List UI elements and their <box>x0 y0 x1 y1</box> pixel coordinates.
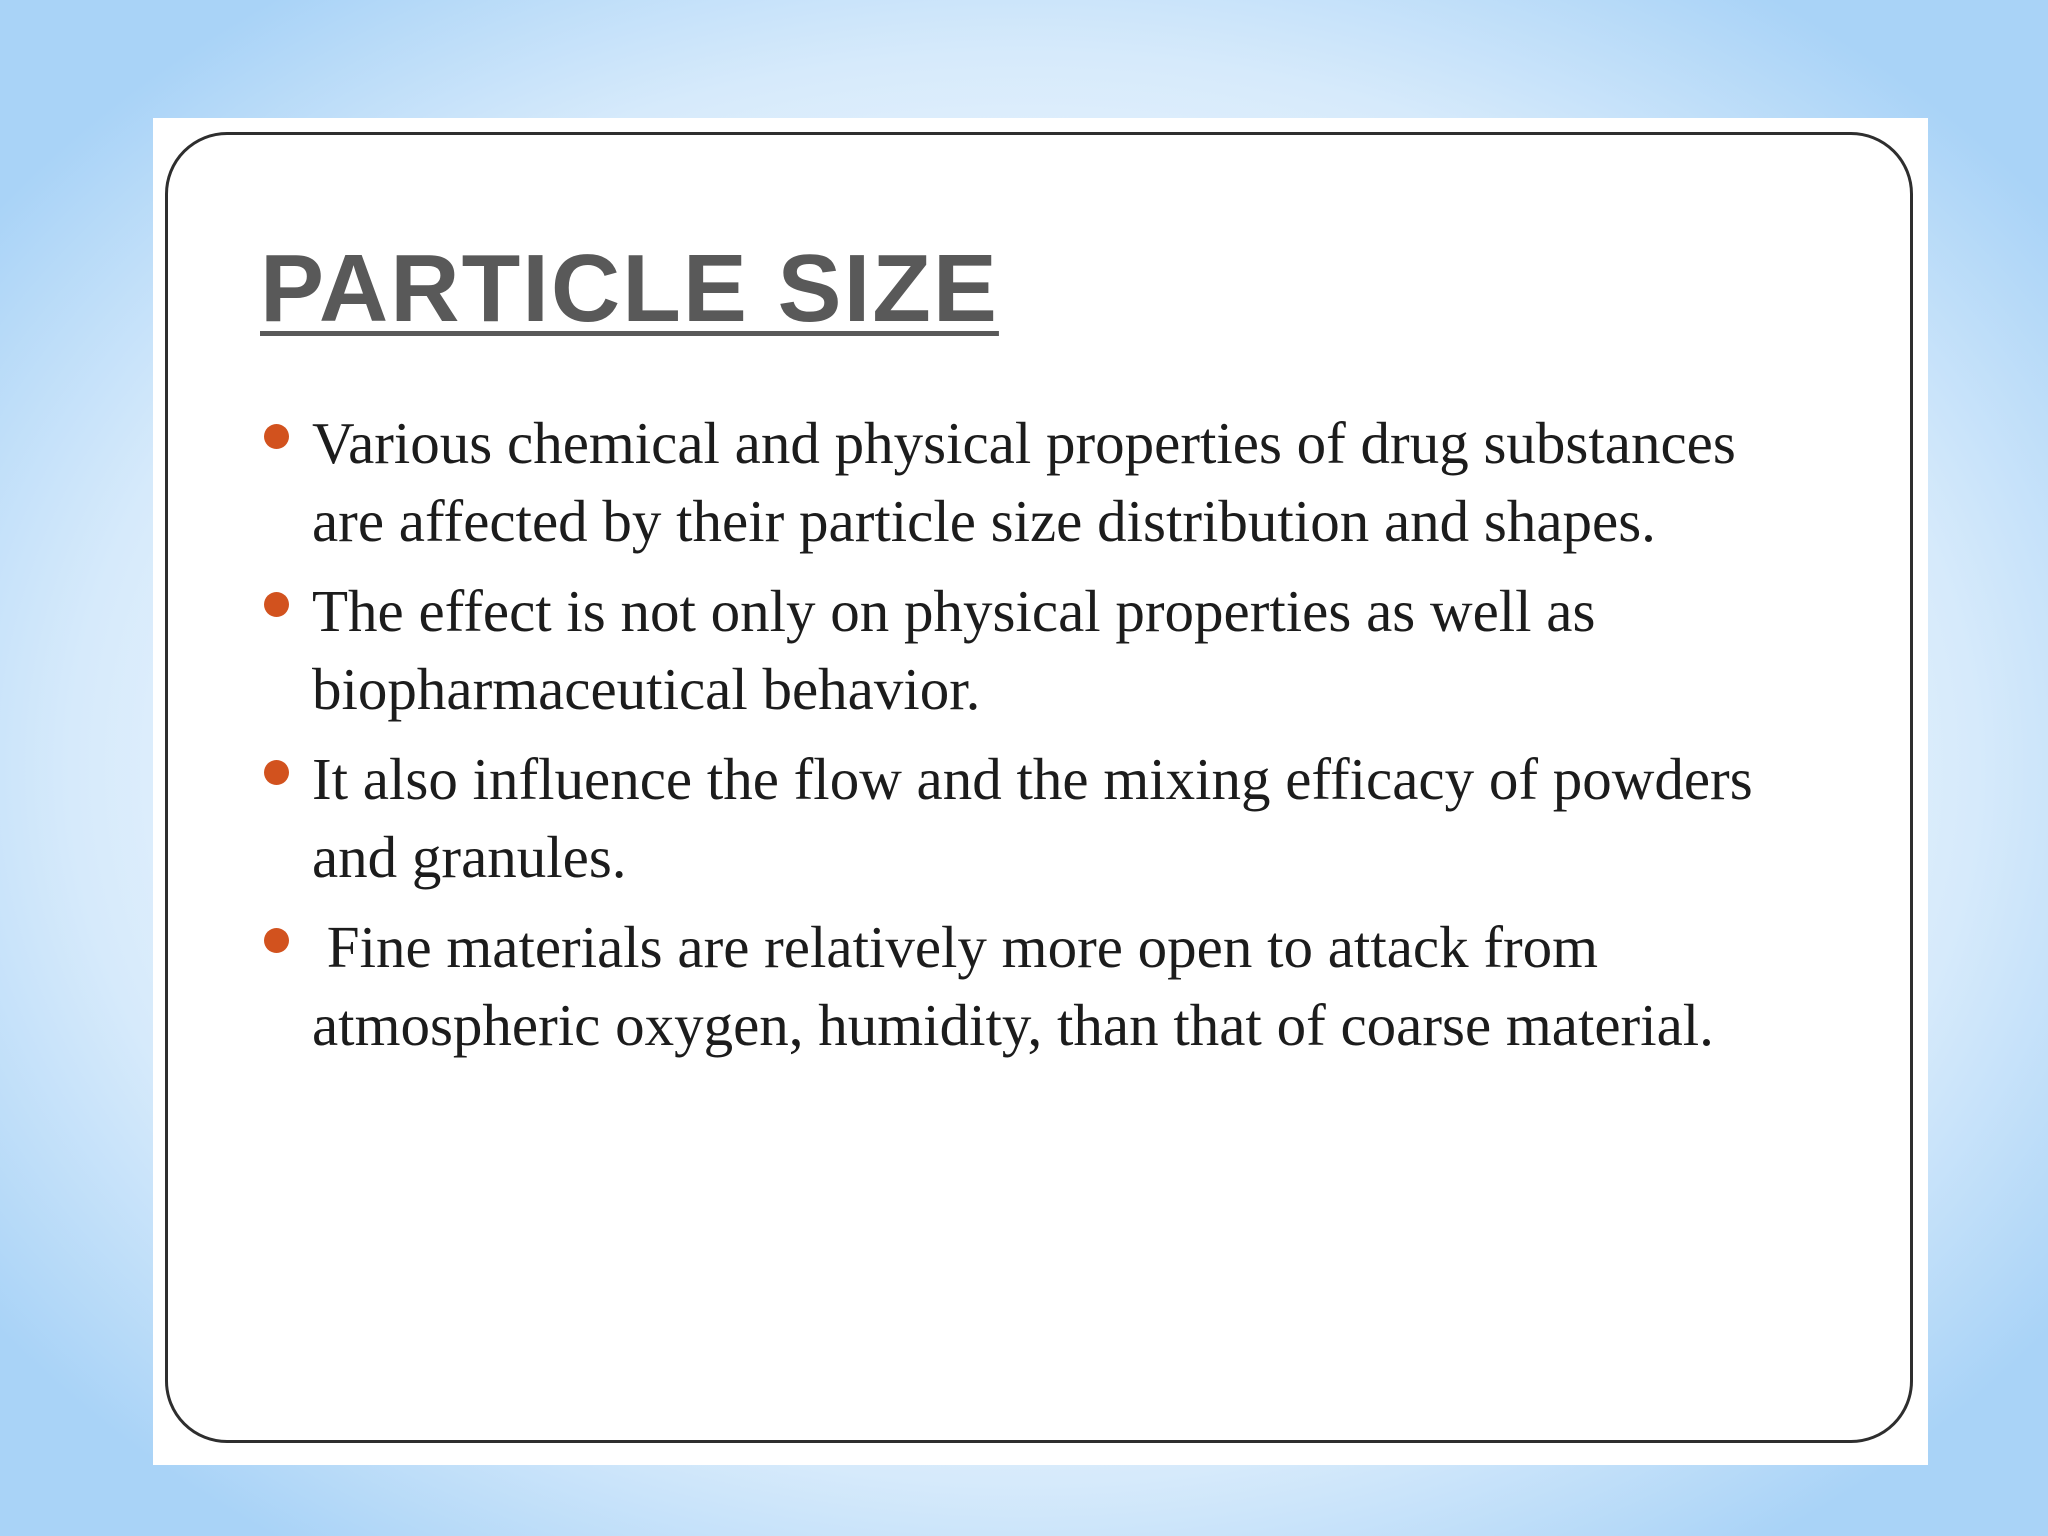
bullet-text: Fine materials are relatively more open to attack from atmospheric oxygen, humidity, than that of coarse material. <box>312 914 1714 1058</box>
bullet-dot-icon <box>264 424 289 449</box>
bullet-text: The effect is not only on physical properties as well as biopharmaceutical behavior. <box>312 578 1611 722</box>
bullet-dot-icon <box>264 928 289 953</box>
bullet-item <box>260 908 1800 1064</box>
bullet-item <box>260 740 1800 896</box>
slide-title: PARTICLE SIZE <box>260 235 999 342</box>
bullet-text: It also influence the flow and the mixing efficacy of powders and granules. <box>312 746 1768 890</box>
bullet-dot-icon <box>264 592 289 617</box>
bullet-dot-icon <box>264 760 289 785</box>
bullet-text: Various chemical and physical properties of drug substances are affected by their particle size distribution and shapes. <box>312 410 1751 554</box>
bullet-item <box>260 572 1800 728</box>
bullet-item <box>260 404 1800 560</box>
bullet-list <box>260 404 1800 1076</box>
